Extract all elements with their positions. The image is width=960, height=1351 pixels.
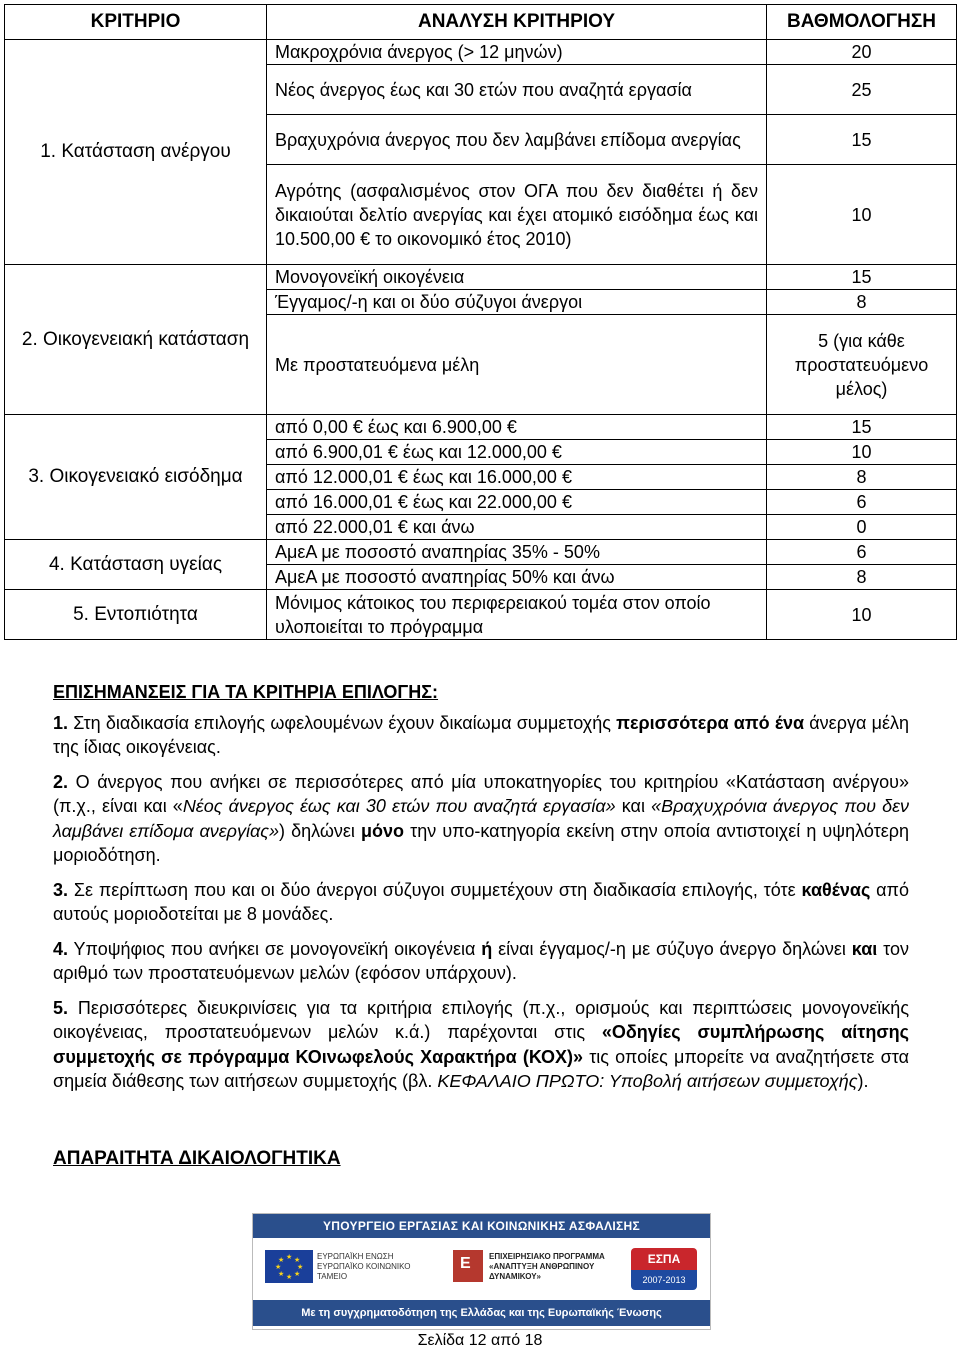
funding-banner <box>252 1213 711 1330</box>
criterion-detail: από 16.000,01 € έως και 22.000,00 € <box>267 490 767 515</box>
espa-logo: ΕΣΠΑ 2007-2013 <box>631 1248 697 1290</box>
criterion-score: 5 (για κάθε προστατευόμενο μέλος) <box>767 315 957 415</box>
criterion-score: 0 <box>767 515 957 540</box>
table-row <box>5 590 957 640</box>
page-number: Σελίδα 12 από 18 <box>417 1332 543 1349</box>
note-1: 1. Στη διαδικασία επιλογής ωφελουμένων έχουν δικαίωμα συμμετοχής περισσότερα από ένα άνεργα μέλη της ίδιας οικογένειας. <box>53 712 909 757</box>
criterion-score: 8 <box>767 565 957 590</box>
criteria-table <box>4 4 957 640</box>
table-header-row <box>5 5 957 40</box>
table-row <box>5 415 957 440</box>
criterion-detail: Μακροχρόνια άνεργος (> 12 μηνών) <box>267 40 767 65</box>
eu-flag-icon: ★ ★ ★ ★ ★ ★ ★ ★ <box>265 1250 313 1283</box>
table-row <box>5 265 957 290</box>
criterion-detail: Μόνιμος κάτοικος του περιφερειακού τομέα στον οποίο υλοποιείται το πρόγραμμα <box>267 590 767 640</box>
criterion-score: 15 <box>767 265 957 290</box>
criterion-detail: ΑμεΑ με ποσοστό αναπηρίας 50% και άνω <box>267 565 767 590</box>
criterion-detail: Βραχυχρόνια άνεργος που δεν λαμβάνει επίδομα ανεργίας <box>267 115 767 165</box>
criterion-detail: Αγρότης (ασφαλισμένος στον ΟΓΑ που δεν διαθέτει ή δεν δικαιούται δελτίο ανεργίας και έχει ατομικό εισόδημα έως και 10.500,00 € το οικονομικό έτος 2010) <box>267 165 767 265</box>
header-criterion: ΚΡΙΤΗΡΙΟ <box>5 5 267 40</box>
criterion-detail: από 0,00 € έως και 6.900,00 € <box>267 415 767 440</box>
required-documents-heading: ΑΠΑΡΑΙΤΗΤΑ ΔΙΚΑΙΟΛΟΓΗΤΙΚΑ <box>53 1148 341 1169</box>
note-5: 5. Περισσότερες διευκρινίσεις για τα κριτήρια επιλογής (π.χ., ορισμούς και περιπτώσεις μονογονεϊκής οικογένειας, προστατευόμενων μελών κ.ά.) παρέχονται στις «Οδηγίες συμπλήρωσης αίτησης συμμετοχής σε πρόγραμμα ΚΟινωφελούς Χαρακτήρα (ΚΟΧ)» τις οποίες μπορείτε να αναζητήσετε στα σημεία διάθεσης των αιτήσεων συμμετοχής (βλ. ΚΕΦΑΛΑΙΟ ΠΡΩΤΟ: Υποβολή αιτήσεων συμμετοχής). <box>53 997 910 1091</box>
notes-title: ΕΠΙΣΗΜΑΝΣΕΙΣ ΓΙΑ ΤΑ ΚΡΙΤΗΡΙΑ ΕΠΙΛΟΓΗΣ: <box>53 682 439 702</box>
criterion-detail: από 22.000,01 € και άνω <box>267 515 767 540</box>
criterion-name: 2. Οικογενειακή κατάσταση <box>5 265 267 415</box>
criterion-detail: από 12.000,01 € έως και 16.000,00 € <box>267 465 767 490</box>
note-3: 3. Σε περίπτωση που και οι δύο άνεργοι σύζυγοι συμμετέχουν στη διαδικασία επιλογής, τότε καθένας από αυτούς μοριοδοτείται με 8 μονάδες. <box>53 879 909 924</box>
criterion-score: 10 <box>767 165 957 265</box>
ministry-label: ΥΠΟΥΡΓΕΙΟ ΕΡΓΑΣΙΑΣ ΚΑΙ ΚΟΙΝΩΝΙΚΗΣ ΑΣΦΑΛΙΣΗΣ <box>253 1214 710 1238</box>
programme-logo-icon: Ε <box>453 1250 483 1282</box>
criterion-detail: Μονογονεϊκή οικογένεια <box>267 265 767 290</box>
criterion-score: 15 <box>767 115 957 165</box>
criterion-name: 4. Κατάσταση υγείας <box>5 540 267 590</box>
cofunding-label: Με τη συγχρηματοδότηση της Ελλάδας και της Ευρωπαϊκής Ένωσης <box>253 1300 710 1326</box>
note-4: 4. Υποψήφιος που ανήκει σε μονογονεϊκή οικογένεια ή είναι έγγαμος/-η με σύζυγο άνεργο δηλώνει και τον αριθμό των προστατευόμενων μελών (εφόσον υπάρχουν). <box>53 938 909 983</box>
criterion-score: 6 <box>767 490 957 515</box>
criterion-name: 1. Κατάσταση ανέργου <box>5 40 267 265</box>
table-row <box>5 540 957 565</box>
criterion-score: 15 <box>767 415 957 440</box>
table-row <box>5 40 957 65</box>
criterion-name: 3. Οικογενειακό εισόδημα <box>5 415 267 540</box>
eu-text: ΕΥΡΩΠΑΪΚΗ ΕΝΩΣΗ ΕΥΡΩΠΑΪΚΟ ΚΟΙΝΩΝΙΚΟ ΤΑΜΕΙΟ <box>317 1252 411 1281</box>
selection-notes <box>53 680 909 1104</box>
criterion-score: 25 <box>767 65 957 115</box>
criterion-detail: Με προστατευόμενα μέλη <box>267 315 767 415</box>
criterion-score: 20 <box>767 40 957 65</box>
criterion-score: 8 <box>767 465 957 490</box>
criterion-score: 8 <box>767 290 957 315</box>
header-score: ΒΑΘΜΟΛΟΓΗΣΗ <box>767 5 957 40</box>
criterion-name: 5. Εντοπιότητα <box>5 590 267 640</box>
programme-text: ΕΠΙΧΕΙΡΗΣΙΑΚΟ ΠΡΟΓΡΑΜΜΑ «ΑΝΑΠΤΥΞΗ ΑΝΘΡΩΠΙΝΟΥ ΔΥΝΑΜΙΚΟΥ» <box>489 1252 605 1281</box>
note-2: 2. Ο άνεργος που ανήκει σε περισσότερες από μία υποκατηγορίες του κριτηρίου «Κατάσταση ανέργου» (π.χ., είναι και «Νέος άνεργος έως και 30 ετών που αναζητά εργασία» και «Βραχυχρόνια άνεργος που δεν λαμβάνει επίδομα ανεργίας») δηλώνει μόνο την υπο-κατηγορία εκείνη στην οποία αντιστοιχεί η υψηλότερη μοριοδότηση. <box>53 771 909 865</box>
criterion-detail: Νέος άνεργος έως και 30 ετών που αναζητά εργασία <box>267 65 767 115</box>
criterion-detail: Έγγαμος/-η και οι δύο σύζυγοι άνεργοι <box>267 290 767 315</box>
criterion-detail: ΑμεΑ με ποσοστό αναπηρίας 35% - 50% <box>267 540 767 565</box>
criterion-score: 6 <box>767 540 957 565</box>
criterion-score: 10 <box>767 440 957 465</box>
header-analysis: ΑΝΑΛΥΣΗ ΚΡΙΤΗΡΙΟΥ <box>267 5 767 40</box>
criterion-score: 10 <box>767 590 957 640</box>
criterion-detail: από 6.900,01 € έως και 12.000,00 € <box>267 440 767 465</box>
